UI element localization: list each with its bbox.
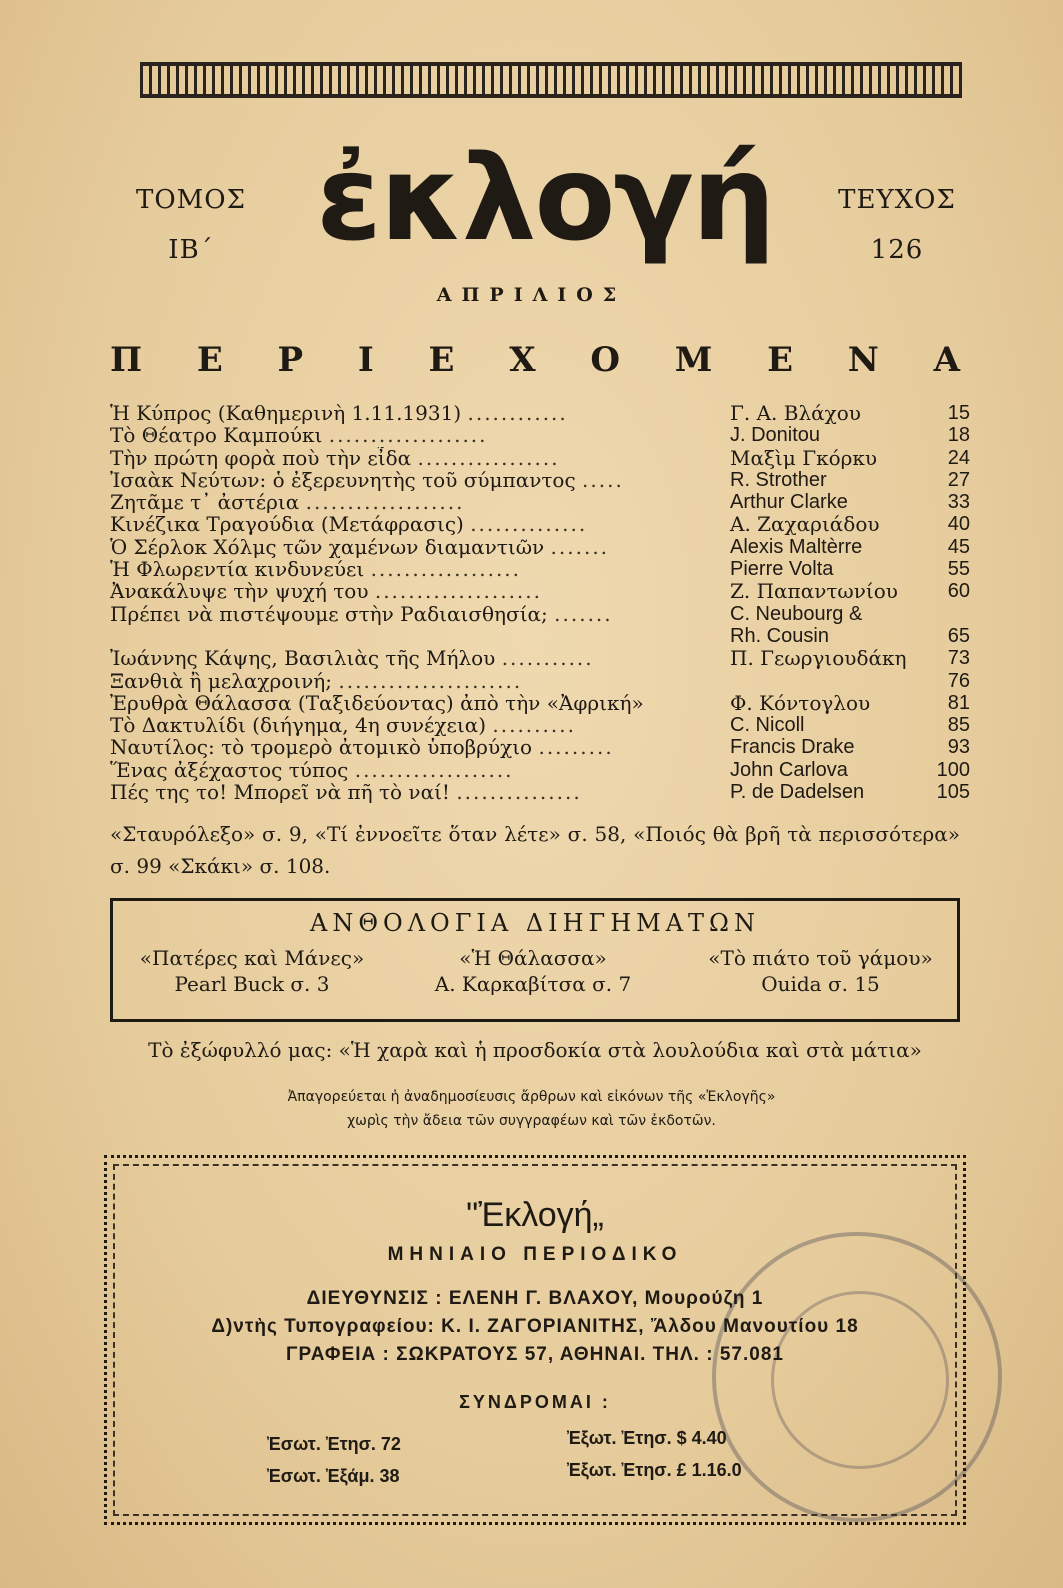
toc-title xyxy=(110,558,710,580)
toc-title xyxy=(110,424,710,446)
toc-title-text: Τὴν πρώτη φορὰ ποὺ τὴν εἶδα xyxy=(110,446,412,469)
toc-author: C. Neubourg & xyxy=(730,602,863,625)
toc-page-number: 100 xyxy=(936,758,970,781)
toc-leader-dots: .............. xyxy=(470,513,588,536)
toc-page-number: 55 xyxy=(947,558,970,581)
toc-author: Α. Ζαχαριάδου xyxy=(730,512,880,537)
toc-title xyxy=(110,759,710,781)
toc-title-text: Ἡ Κύπρος (Καθημερινὴ 1.11.1931) xyxy=(110,402,462,424)
toc-title-text: Ἐρυθρὰ Θάλασσα (Ταξιδεύοντας) ἀπὸ τὴν «Ἀφρική» xyxy=(110,691,644,714)
toc-title xyxy=(110,513,710,535)
toc-row xyxy=(110,402,970,424)
toc-author: Francis Drake xyxy=(730,736,855,759)
imprint-box xyxy=(104,1155,966,1525)
toc-leader-dots: ............ xyxy=(467,402,568,424)
toc-title-text: Ἰσαὰκ Νεύτων: ὁ ἐξερευνητὴς τοῦ σύμπαντος xyxy=(110,468,576,491)
toc-page-number: 33 xyxy=(947,491,970,514)
toc-author: Μαξὶμ Γκόρκυ xyxy=(730,445,878,470)
toc-title-text: Πρέπει νὰ πιστέψουμε στὴν Ραδιαισθησία; xyxy=(110,602,548,625)
toc-title xyxy=(110,402,710,424)
notice-line: χωρὶς τὴν ἄδεια τῶν συγγραφέων καὶ τῶν ἐκδοτῶν. xyxy=(347,1113,716,1129)
toc-title-text: Ναυτίλος: τὸ τρομερὸ ἀτομικὸ ὑποβρύχιο xyxy=(110,736,533,759)
toc-page-number: 65 xyxy=(947,624,970,647)
toc-page-number: 24 xyxy=(947,446,970,469)
imprint-line: ΔΙΕΥΘΥΝΣΙΣ : ΕΛΕΝΗ Γ. ΒΛΑΧΟΥ, Μουρούζη 1 xyxy=(306,1288,764,1309)
toc-leader-dots: ....... xyxy=(554,602,613,625)
contents-letter: Ε xyxy=(767,340,794,380)
toc-title xyxy=(110,714,710,736)
volume-label: ΤΟΜΟΣ xyxy=(136,185,246,215)
toc-leader-dots: .......... xyxy=(492,714,576,737)
toc-title xyxy=(110,603,710,625)
toc-author: Γ. Α. Βλάχου xyxy=(730,401,861,425)
anthology-item xyxy=(127,945,377,997)
toc-leader-dots: ................... xyxy=(305,491,465,514)
toc-row xyxy=(110,536,970,558)
toc-row xyxy=(110,647,970,669)
subscription-item: Ἐξωτ. Ἐτησ. £ 1.16.0 xyxy=(567,1460,742,1480)
toc-title xyxy=(110,580,710,602)
toc-title-text: Ξανθιὰ ἢ μελαχροινή; xyxy=(110,669,333,692)
toc-row xyxy=(110,469,970,491)
toc-row xyxy=(110,447,970,469)
toc-page-number: 40 xyxy=(947,513,970,536)
toc-title-text: Ὁ Σέρλοκ Χόλμς τῶν χαμένων διαμαντιῶν xyxy=(110,535,545,558)
toc-leader-dots: ................... xyxy=(328,424,488,447)
toc-title xyxy=(110,469,710,491)
anthology-box xyxy=(110,898,960,1022)
imprint-subtitle: ΜΗΝΙΑΙΟ ΠΕΡΙΟΔΙΚΟ xyxy=(387,1244,683,1265)
toc-title-text: Ἰωάννης Κάψης, Βασιλιὰς τῆς Μήλου xyxy=(110,647,496,670)
toc-row xyxy=(110,625,970,647)
toc-author: Π. Γεωργιουδάκη xyxy=(730,646,907,671)
anthology-item xyxy=(693,945,948,997)
toc-author: P. de Dadelsen xyxy=(730,781,865,804)
anthology-title: ΑΝΘΟΛΟΓΙΑ ΔΙΗΓΗΜΑΤΩΝ xyxy=(310,909,760,937)
toc-row xyxy=(110,759,970,781)
toc-row xyxy=(110,736,970,758)
anthology-item-author: Ouida σ. 15 xyxy=(761,972,880,996)
toc-author: R. Strother xyxy=(730,468,827,491)
toc-author: Alexis Maltèrre xyxy=(730,535,863,558)
toc-leader-dots: ........... xyxy=(501,647,594,670)
toc-title xyxy=(110,491,710,513)
volume-block xyxy=(132,175,250,275)
misc-features: «Σταυρόλεξο» σ. 9, «Τί ἐννοεῖτε ὅταν λέτε» σ. 58, «Ποιός θὰ βρῆ τὰ περισσότερα» σ. 99 «Σκάκι» σ. 108. xyxy=(110,822,960,878)
toc-row xyxy=(110,424,970,446)
subscription-item: Ἐξωτ. Ἐτησ. $ 4.40 xyxy=(567,1428,727,1448)
anthology-item-author: Α. Καρκαβίτσα σ. 7 xyxy=(434,972,632,996)
toc-author: Rh. Cousin xyxy=(730,624,829,647)
toc-title xyxy=(110,670,710,692)
toc-title-text: Ζητᾶμε τ᾽ ἀστέρια xyxy=(110,491,300,514)
toc-title-text: Ἕνας ἀξέχαστος τύπος xyxy=(110,758,349,781)
magazine-logo: ἐκλογή xyxy=(316,129,774,267)
anthology-item-title: «Πατέρες καὶ Μάνες» xyxy=(139,946,365,970)
toc-page-number: 45 xyxy=(947,535,970,558)
contents-letter: Ι xyxy=(357,340,374,380)
contents-letter: Ρ xyxy=(277,340,304,380)
toc-title-text: Τὸ Δακτυλίδι (διήγημα, 4η συνέχεια) xyxy=(110,714,487,737)
toc-row xyxy=(110,491,970,513)
contents-letter: Μ xyxy=(674,340,713,380)
toc-leader-dots: ......... xyxy=(538,736,614,759)
imprint-title: "Ἐκλογή„ xyxy=(466,1196,604,1234)
anthology-item-title: «Ἡ Θάλασσα» xyxy=(459,946,607,970)
toc-row xyxy=(110,670,970,692)
toc-row xyxy=(110,558,970,580)
contents-heading xyxy=(110,340,960,380)
toc-row xyxy=(110,692,970,714)
toc-page-number: 85 xyxy=(947,714,970,737)
toc-row xyxy=(110,603,970,625)
toc-title xyxy=(110,736,710,758)
contents-letter: Ε xyxy=(196,340,223,380)
contents-letter: Α xyxy=(933,340,960,380)
toc-page-number: 15 xyxy=(947,402,970,424)
toc-page-number: 18 xyxy=(947,424,970,447)
toc-row xyxy=(110,580,970,602)
subscription-item: Ἐσωτ. Ἐτησ. 72 xyxy=(267,1434,401,1454)
imprint-line: Δ)ντὴς Τυπογραφείου: Κ. Ι. ΖΑΓΟΡΙΑΝΙΤΗΣ, Ἄλδου Μανουτίου 18 xyxy=(211,1316,859,1337)
toc-leader-dots: .................. xyxy=(370,558,522,581)
anthology-item xyxy=(413,945,653,997)
toc-author: Ζ. Παπαντωνίου xyxy=(730,579,898,604)
toc-row xyxy=(110,781,970,803)
toc-title-text: Ἀνακάλυψε τὴν ψυχή του xyxy=(110,580,369,603)
volume-value: ΙΒ΄ xyxy=(168,235,214,265)
toc-page-number: 81 xyxy=(947,691,970,714)
table-of-contents xyxy=(110,402,970,803)
toc-page-number: 105 xyxy=(936,781,970,804)
toc-author: C. Nicoll xyxy=(730,714,805,737)
toc-title-text: Πές της το! Μπορεῖ νὰ πῆ τὸ ναί! xyxy=(110,781,450,804)
toc-leader-dots: ..... xyxy=(582,468,624,491)
toc-title xyxy=(110,647,710,669)
contents-letter: Π xyxy=(110,340,143,380)
issue-month: ΑΠΡΙΛΙΟΣ xyxy=(436,284,627,306)
contents-letter: Χ xyxy=(509,340,536,380)
toc-leader-dots: .................... xyxy=(374,580,542,603)
contents-letter: Ε xyxy=(428,340,455,380)
contents-letter: Ο xyxy=(590,340,620,380)
toc-leader-dots: ...................... xyxy=(338,669,523,692)
toc-page-number: 27 xyxy=(947,468,970,491)
issue-label: ΤΕΥΧΟΣ xyxy=(838,185,956,215)
anthology-item-author: Pearl Buck σ. 3 xyxy=(174,972,330,996)
toc-title-text: Ἡ Φλωρεντία κινδυνεύει xyxy=(110,558,365,581)
toc-page-number: 93 xyxy=(947,736,970,759)
toc-title xyxy=(110,536,710,558)
toc-title xyxy=(110,447,710,469)
issue-block xyxy=(832,175,962,275)
toc-title xyxy=(110,692,710,714)
toc-leader-dots: ................... xyxy=(354,758,514,781)
toc-author: J. Donitou xyxy=(730,424,821,447)
notice-line: Ἀπαγορεύεται ἡ ἀναδημοσίευσις ἄρθρων καὶ εἰκόνων τῆς «Ἐκλογῆς» xyxy=(287,1089,776,1105)
toc-page-number: 60 xyxy=(947,580,970,603)
toc-row xyxy=(110,513,970,535)
imprint-line: ΓΡΑΦΕΙΑ : ΣΩΚΡΑΤΟΥΣ 57, ΑΘΗΝΑΙ. ΤΗΛ. : 57.081 xyxy=(286,1344,784,1365)
anthology-item-title: «Τὸ πιάτο τοῦ γάμου» xyxy=(708,946,933,970)
subscription-item: Ἐσωτ. Ἐξάμ. 38 xyxy=(267,1466,400,1486)
toc-title xyxy=(110,781,710,803)
subscriptions-title: ΣΥΝΔΡΟΜΑΙ : xyxy=(459,1392,611,1412)
contents-letter: Ν xyxy=(847,340,879,380)
toc-leader-dots: ............... xyxy=(456,781,582,804)
issue-value: 126 xyxy=(870,235,924,265)
copyright-notice xyxy=(0,1085,1063,1133)
toc-title-text: Τὸ Θέατρο Καμπούκι xyxy=(110,424,323,447)
toc-page-number: 73 xyxy=(947,647,970,670)
toc-leader-dots: ................. xyxy=(417,446,560,469)
toc-author: John Carlova xyxy=(730,758,848,781)
toc-page-number: 76 xyxy=(947,669,970,692)
toc-row xyxy=(110,714,970,736)
toc-author: Φ. Κόντογλου xyxy=(730,690,871,715)
toc-author: Arthur Clarke xyxy=(730,491,848,514)
toc-leader-dots: ....... xyxy=(550,535,610,558)
toc-title-text: Κινέζικα Τραγούδια (Μετάφρασις) xyxy=(110,513,464,536)
toc-author: Pierre Volta xyxy=(730,558,834,581)
cover-note: Τὸ ἐξώφυλλό μας: «Ἡ χαρὰ καὶ ἡ προσδοκία στὰ λουλούδια καὶ στὰ μάτια» xyxy=(148,1038,922,1062)
decorative-border xyxy=(140,62,962,98)
